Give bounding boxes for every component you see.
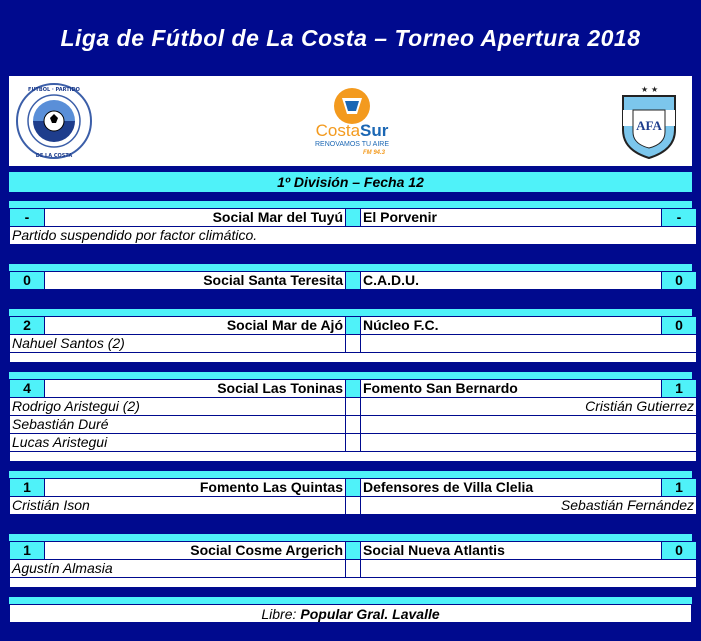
away-scorer (361, 560, 697, 578)
home-score: - (10, 209, 45, 227)
home-team: Social Las Toninas (45, 380, 346, 398)
scorer-separator (346, 335, 361, 353)
separator-stripe (9, 534, 692, 541)
away-team: Fomento San Bernardo (361, 380, 662, 398)
away-score: 1 (662, 380, 697, 398)
scorer-separator (346, 497, 361, 515)
match-row (10, 479, 697, 497)
match-row (10, 317, 697, 335)
match-row (10, 380, 697, 398)
score-separator (346, 479, 361, 497)
away-scorer (361, 434, 697, 452)
away-team: Defensores de Villa Clelia (361, 479, 662, 497)
match-table (9, 541, 697, 588)
match-row (10, 272, 697, 290)
match-table (9, 379, 697, 462)
svg-text:CostaSur: CostaSur (315, 121, 389, 140)
match-table (9, 316, 697, 363)
home-team: Fomento Las Quintas (45, 479, 346, 497)
score-separator (346, 272, 361, 290)
afa-crest-logo (617, 84, 681, 160)
home-score: 1 (10, 542, 45, 560)
svg-text:★: ★ (641, 85, 649, 94)
svg-text:AFA: AFA (636, 118, 662, 133)
away-scorer: Sebastián Fernández (361, 497, 697, 515)
score-separator (346, 209, 361, 227)
away-team: Núcleo F.C. (361, 317, 662, 335)
home-team: Social Cosme Argerich (45, 542, 346, 560)
scorer-row (10, 434, 697, 452)
scorer-separator (346, 434, 361, 452)
scorer-row (10, 560, 697, 578)
score-separator (346, 542, 361, 560)
away-team: C.A.D.U. (361, 272, 662, 290)
scorer-separator (346, 398, 361, 416)
spacer-row (10, 578, 697, 588)
svg-text:★: ★ (651, 85, 659, 94)
home-scorer: Cristián Ison (10, 497, 346, 515)
svg-text:FM 94.3: FM 94.3 (362, 150, 386, 156)
division-header: 1º División – Fecha 12 (9, 172, 692, 192)
home-score: 1 (10, 479, 45, 497)
match-row (10, 542, 697, 560)
separator-stripe (9, 264, 692, 271)
away-score: 0 (662, 317, 697, 335)
match-row (10, 209, 697, 227)
away-scorer: Cristián Gutierrez (361, 398, 697, 416)
libre-row (9, 604, 692, 623)
match-table (9, 478, 697, 515)
home-score: 4 (10, 380, 45, 398)
away-team: Social Nueva Atlantis (361, 542, 662, 560)
home-scorer: Sebastián Duré (10, 416, 346, 434)
scorer-row (10, 497, 697, 515)
score-separator (346, 380, 361, 398)
away-score: 1 (662, 479, 697, 497)
scorer-row (10, 398, 697, 416)
away-score: 0 (662, 272, 697, 290)
home-team: Social Mar de Ajó (45, 317, 346, 335)
home-score: 2 (10, 317, 45, 335)
match-note-row (10, 227, 697, 245)
league-crest-logo (15, 82, 93, 160)
home-score: 0 (10, 272, 45, 290)
page-title: Liga de Fútbol de La Costa – Torneo Apertura 2018 (60, 24, 641, 51)
away-score: - (662, 209, 697, 227)
svg-text:FUTBOL · PARTIDO: FUTBOL · PARTIDO (28, 87, 80, 93)
home-team: Social Santa Teresita (45, 272, 346, 290)
logos-banner (9, 76, 692, 166)
costa-sur-logo (302, 86, 402, 158)
home-team: Social Mar del Tuyú (45, 209, 346, 227)
match-table (9, 208, 697, 245)
separator-stripe (9, 201, 692, 208)
away-score: 0 (662, 542, 697, 560)
away-scorer (361, 335, 697, 353)
home-scorer: Lucas Aristegui (10, 434, 346, 452)
svg-text:DE LA COSTA: DE LA COSTA (35, 153, 73, 159)
spacer-row (10, 353, 697, 363)
scorer-separator (346, 560, 361, 578)
match-table (9, 271, 697, 290)
svg-text:RENOVAMOS TU AIRE: RENOVAMOS TU AIRE (314, 141, 390, 148)
scorer-row (10, 335, 697, 353)
match-note: Partido suspendido por factor climático. (10, 227, 697, 245)
away-scorer (361, 416, 697, 434)
away-team: El Porvenir (361, 209, 662, 227)
separator-stripe (9, 597, 692, 604)
spacer-row (10, 452, 697, 462)
separator-stripe (9, 471, 692, 478)
separator-stripe (9, 372, 692, 379)
separator-stripe (9, 309, 692, 316)
scorer-row (10, 416, 697, 434)
home-scorer: Agustín Almasia (10, 560, 346, 578)
home-scorer: Rodrigo Aristegui (2) (10, 398, 346, 416)
libre-label: Libre: (261, 605, 297, 622)
home-scorer: Nahuel Santos (2) (10, 335, 346, 353)
libre-team: Popular Gral. Lavalle (300, 605, 440, 622)
scorer-separator (346, 416, 361, 434)
score-separator (346, 317, 361, 335)
